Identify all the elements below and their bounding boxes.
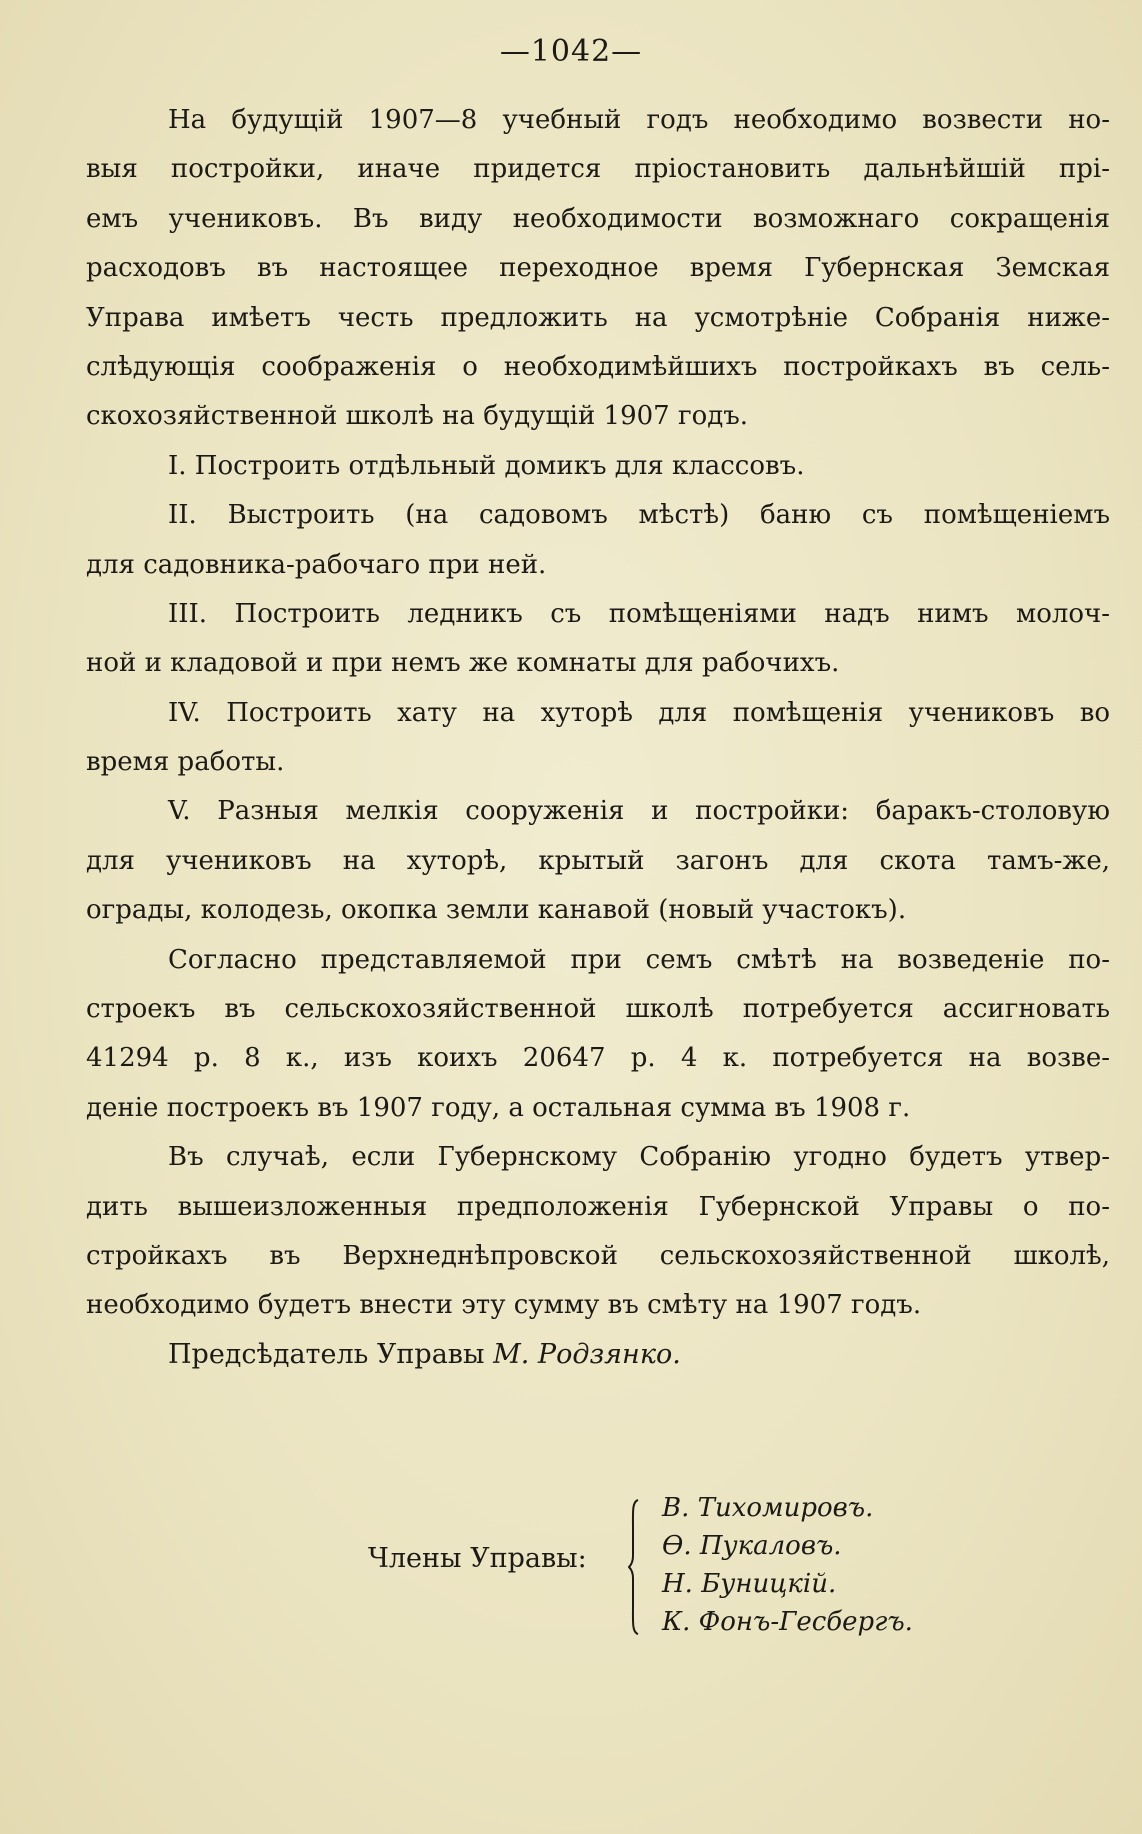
paragraph-item-3 [86,590,1110,689]
text-line: V. Разныя мелкія сооруженія и постройки: баракъ-столовую [168,796,1110,827]
text-line: необходимо будетъ внести эту сумму въ смѣту на 1907 годъ. [86,1290,922,1321]
body-text [86,96,1110,1331]
chairman-name: М. Родзянко. [493,1339,681,1370]
text-line: Управа имѣетъ честь предложить на усмотрѣніе Собранія ниже- [86,302,1110,333]
page-number: —1042— [499,34,643,69]
member-name: К. Фонъ-Гесбергъ. [662,1607,913,1637]
text-line: ограды, колодезь, окопка земли канавой (новый участокъ). [86,895,907,926]
chairman-signature [168,1339,681,1370]
paragraph-item-4 [86,689,1110,788]
text-line: Въ случаѣ, если Губернскому Собранію угодно будетъ утвер- [168,1142,1110,1173]
text-line: стройкахъ въ Верхнеднѣпровской сельскохозяйственной школѣ, [86,1240,1110,1271]
member-name: Ѳ. Пукаловъ. [662,1531,842,1561]
members-label: Члены Управы: [368,1543,587,1574]
text-line: скохозяйственной школѣ на будущій 1907 годъ. [86,401,749,432]
text-line: для садовника-рабочаго при ней. [86,549,547,580]
text-line: деніе построекъ въ 1907 году, а остальная сумма въ 1908 г. [86,1092,911,1123]
member-name: Н. Буницкій. [662,1569,837,1599]
paragraph-item-5 [86,787,1110,935]
paragraph-conclusion [86,1133,1110,1331]
chairman-label: Предсѣдатель Управы [168,1339,485,1370]
text-line: Согласно представляемой при семъ смѣтѣ на возведеніе по- [168,944,1110,975]
text-line: I. Построить отдѣльный домикъ для классовъ. [168,450,805,481]
text-line: 41294 р. 8 к., изъ коихъ 20647 р. 4 к. потребуется на возве- [86,1043,1110,1074]
text-line: строекъ въ сельскохозяйственной школѣ потребуется ассигновать [86,994,1110,1025]
text-line: время работы. [86,747,285,778]
text-line: слѣдующія соображенія о необходимѣйшихъ постройкахъ въ сель- [86,351,1110,382]
paragraph-item-2 [86,491,1110,590]
text-line: емъ учениковъ. Въ виду необходимости возможнаго сокращенія [86,203,1110,234]
paragraph-intro [86,96,1110,442]
text-line: IV. Построить хату на хуторѣ для помѣщенія учениковъ во [168,697,1110,728]
curly-brace-icon [628,1498,640,1636]
member-name: В. Тихомировъ. [662,1493,874,1523]
text-line: выя постройки, иначе придется пріостановить дальнѣйшій прі- [86,154,1110,185]
members-list [662,1489,913,1641]
text-line: дить вышеизложенныя предположенія Губернской Управы о по- [86,1191,1110,1222]
paragraph-item-1 [86,442,1110,491]
text-line: расходовъ въ настоящее переходное время Губернская Земская [86,253,1110,284]
text-line: II. Выстроить (на садовомъ мѣстѣ) баню съ помѣщеніемъ [168,500,1110,531]
text-line: III. Построить ледникъ съ помѣщеніями надъ нимъ молоч- [168,598,1110,629]
text-line: ной и кладовой и при немъ же комнаты для рабочихъ. [86,648,840,679]
paragraph-estimate [86,936,1110,1134]
text-line: для учениковъ на хуторѣ, крытый загонъ для скота тамъ-же, [86,845,1110,876]
text-line: На будущій 1907—8 учебный годъ необходимо возвести но- [168,105,1110,135]
